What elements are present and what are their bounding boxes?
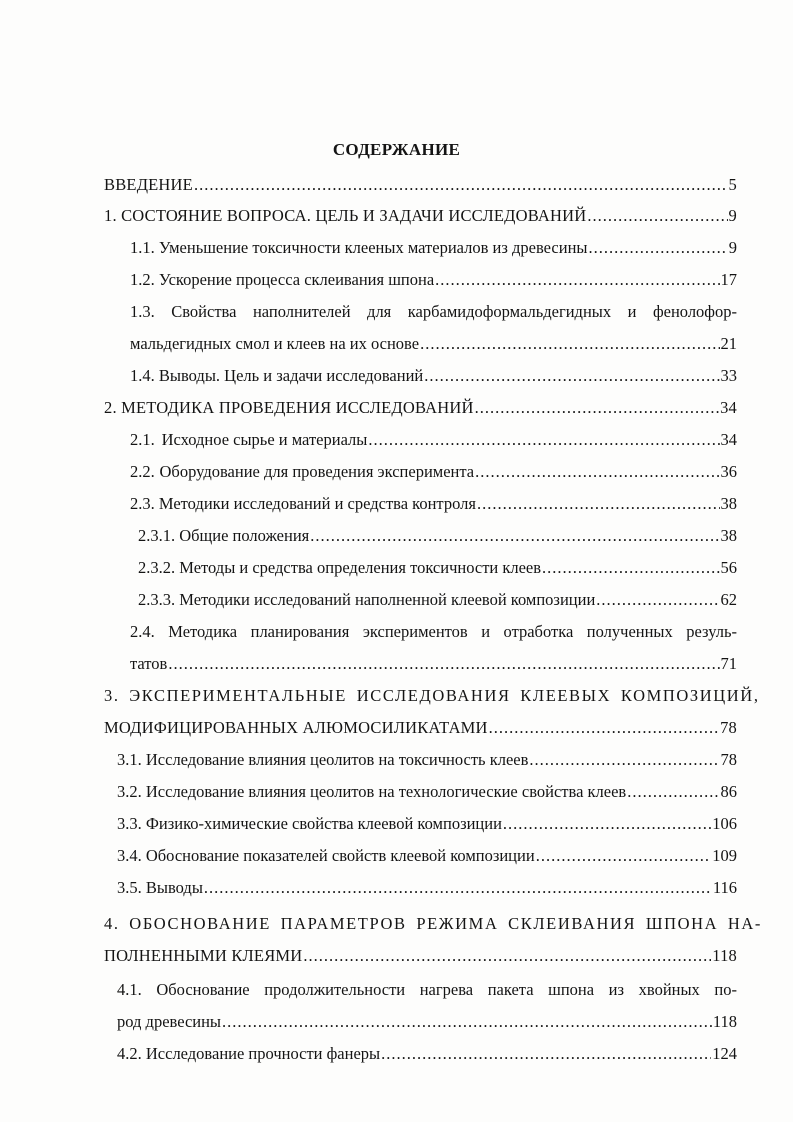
toc-entry-4-2[interactable] (117, 1044, 737, 1064)
toc-leader (587, 206, 727, 226)
toc-label: татов (130, 654, 168, 673)
toc-entry-2-4-line-1[interactable]: 2.4. Методика планирования экспериментов и отработка полученных резуль- (130, 622, 737, 641)
toc-leader (588, 238, 727, 258)
toc-leader (222, 1012, 712, 1032)
toc-label: 2.3.2. Методы и средства определения токсичности клеев (138, 558, 542, 577)
toc-leader (420, 334, 719, 354)
toc-entry-2-3-1[interactable] (138, 526, 737, 546)
toc-entry-4-1[interactable] (117, 1012, 737, 1032)
toc-label: мальдегидных смол и клеев на их основе (130, 334, 420, 353)
toc-label: 3.1. Исследование влияния цеолитов на токсичность клеев (117, 750, 529, 769)
toc-leader (435, 270, 719, 290)
toc-entry-3-3[interactable] (117, 814, 737, 834)
toc-page-number: 34 (720, 398, 737, 417)
toc-label: 2.3. Методики исследований и средства контроля (130, 494, 476, 513)
toc-label: 1.1. Уменьшение токсичности клееных материалов из древесины (130, 238, 588, 257)
toc-leader (475, 462, 719, 482)
toc-entry-2-3[interactable] (130, 494, 737, 514)
toc-entry-4-1-line-1[interactable]: 4.1. Обоснование продолжительности нагрева пакета шпона из хвойных по- (117, 980, 737, 999)
toc-leader (475, 398, 719, 418)
toc-entry-2-4[interactable] (130, 654, 737, 674)
toc-label: 1.4. Выводы. Цель и задачи исследований (130, 366, 424, 385)
toc-entry-chapter-4[interactable] (104, 946, 737, 966)
toc-label: Исходное сырье и материалы (161, 430, 368, 449)
toc-entry-3-4[interactable] (117, 846, 737, 866)
toc-entry-chapter-2[interactable] (104, 398, 737, 418)
toc-entry-chapter-3-line-1[interactable]: 3. ЭКСПЕРИМЕНТАЛЬНЫЕ ИССЛЕДОВАНИЯ КЛЕЕВЫХ КОМПОЗИЦИЙ, (104, 686, 760, 705)
toc-leader (489, 718, 719, 738)
toc-label: 2.3.3. Методики исследований наполненной клеевой композиции (138, 590, 596, 609)
toc-leader (542, 558, 719, 578)
toc-leader (303, 946, 711, 966)
toc-entry-1-1[interactable] (130, 238, 737, 258)
toc-page-number: 62 (720, 590, 737, 609)
toc-page-number: 86 (720, 782, 737, 801)
toc-page-number: 38 (720, 494, 737, 513)
toc-page-number: 9 (728, 238, 737, 257)
toc-entry-1-2[interactable] (130, 270, 737, 290)
toc-page-number: 17 (720, 270, 737, 289)
toc-leader (477, 494, 720, 514)
toc-entry-3-2[interactable] (117, 782, 737, 802)
toc-page-number: 78 (720, 718, 737, 737)
toc-number: 2.1. (130, 430, 155, 449)
toc-label: Оборудование для проведения эксперимента (159, 462, 475, 481)
toc-number: 2.2. (130, 462, 155, 481)
toc-entry-3-5[interactable] (117, 878, 737, 898)
toc-label: ВВЕДЕНИЕ (104, 175, 193, 194)
toc-entry-intro[interactable] (104, 175, 737, 195)
toc-entry-2-3-3[interactable] (138, 590, 737, 610)
toc-leader (381, 1044, 711, 1064)
toc-entry-chapter-1[interactable] (104, 206, 737, 226)
toc-leader (310, 526, 719, 546)
toc-leader (368, 430, 719, 450)
toc-page-number: 33 (720, 366, 737, 385)
toc-label: 3.5. Выводы (117, 878, 203, 897)
toc-entry-2-3-2[interactable] (138, 558, 737, 578)
toc-label: 2. МЕТОДИКА ПРОВЕДЕНИЯ ИССЛЕДОВАНИЙ (104, 398, 474, 417)
toc-label: 1. СОСТОЯНИЕ ВОПРОСА. ЦЕЛЬ И ЗАДАЧИ ИССЛЕДОВАНИЙ (104, 206, 587, 225)
toc-page-number: 34 (720, 430, 737, 449)
toc-page-number: 71 (720, 654, 737, 673)
toc-entry-1-3[interactable] (130, 334, 737, 354)
toc-page-number: 78 (720, 750, 737, 769)
toc-leader (627, 782, 719, 802)
toc-label: 3.3. Физико-химические свойства клеевой композиции (117, 814, 502, 833)
toc-label: 3.2. Исследование влияния цеолитов на технологические свойства клеев (117, 782, 627, 801)
toc-entry-1-3-line-1[interactable]: 1.3. Свойства наполнителей для карбамидоформальдегидных и фенолофор- (130, 302, 737, 321)
toc-page-number: 118 (712, 1012, 737, 1031)
toc-page-number: 21 (720, 334, 737, 353)
toc-page-number: 9 (728, 206, 737, 225)
toc-page-number: 124 (712, 1044, 737, 1063)
toc-label: МОДИФИЦИРОВАННЫХ АЛЮМОСИЛИКАТАМИ (104, 718, 488, 737)
toc-label: род древесины (117, 1012, 222, 1031)
toc-page-number: 116 (712, 878, 737, 897)
toc-page-number: 106 (712, 814, 737, 833)
page-title: СОДЕРЖАНИЕ (332, 140, 461, 159)
toc-page-number: 36 (720, 462, 737, 481)
toc-label: 1.2. Ускорение процесса склеивания шпона (130, 270, 435, 289)
toc-entry-3-1[interactable] (117, 750, 737, 770)
toc-entry-2-1[interactable] (130, 430, 737, 450)
toc-page-number: 5 (728, 175, 737, 194)
toc-label: ПОЛНЕННЫМИ КЛЕЯМИ (104, 946, 303, 965)
toc-entry-chapter-3[interactable] (104, 718, 737, 738)
toc-entry-chapter-4-line-1[interactable]: 4. ОБОСНОВАНИЕ ПАРАМЕТРОВ РЕЖИМА СКЛЕИВАНИЯ ШПОНА НА- (104, 914, 762, 933)
toc-page-number: 38 (720, 526, 737, 545)
toc-entry-1-4[interactable] (130, 366, 737, 386)
toc-leader (529, 750, 719, 770)
toc-leader (194, 175, 728, 195)
toc-leader (204, 878, 712, 898)
toc-leader (424, 366, 719, 386)
toc-leader (168, 654, 719, 674)
toc-label: 2.3.1. Общие положения (138, 526, 310, 545)
toc-label: 3.4. Обоснование показателей свойств клеевой композиции (117, 846, 535, 865)
toc-leader (503, 814, 711, 834)
toc-page-number: 118 (712, 946, 737, 965)
toc-leader (536, 846, 712, 866)
toc-label: 4.2. Исследование прочности фанеры (117, 1044, 381, 1063)
toc-page-number: 56 (720, 558, 737, 577)
toc-leader (596, 590, 719, 610)
toc-entry-2-2[interactable] (130, 462, 737, 482)
toc-page-number: 109 (712, 846, 737, 865)
